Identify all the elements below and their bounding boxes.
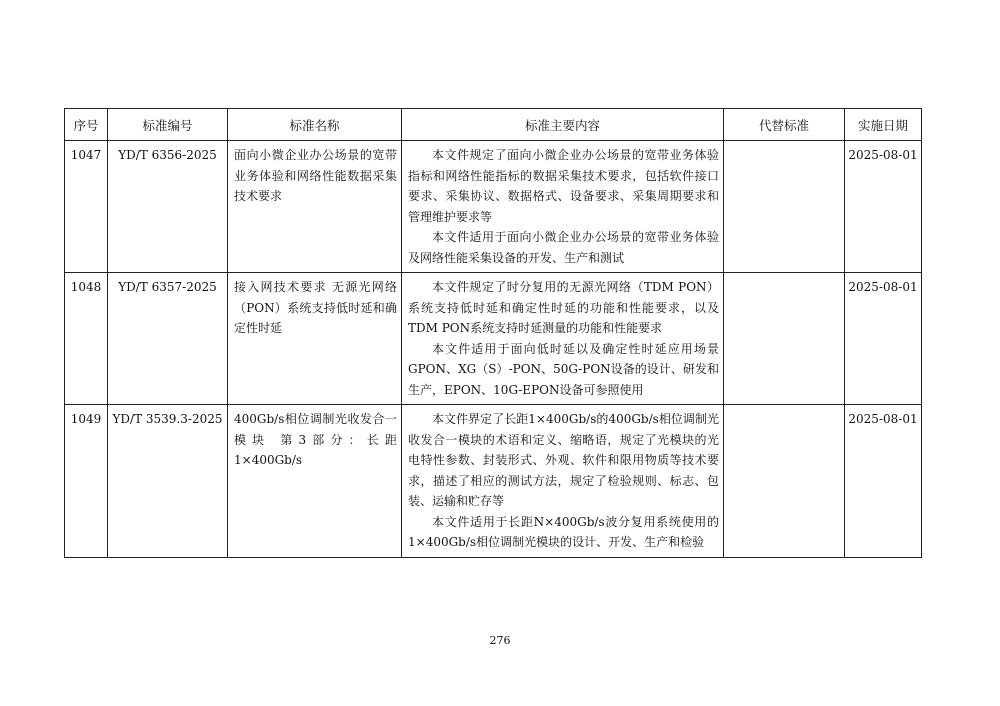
cell-main-content <box>402 273 724 405</box>
cell-replaces <box>724 273 845 405</box>
cell-main-content <box>402 405 724 558</box>
table-row <box>65 405 922 558</box>
cell-standard-name: 面向小微企业办公场景的宽带业务体验和网络性能数据采集技术要求 <box>228 141 402 273</box>
table-header-row <box>65 109 922 141</box>
header-seq: 序号 <box>65 109 108 141</box>
cell-seq: 1049 <box>65 405 108 558</box>
cell-main-content <box>402 141 724 273</box>
content-paragraph: 本文件适用于面向小微企业办公场景的宽带业务体验及网络性能采集设备的开发、生产和测试 <box>408 230 719 265</box>
cell-replaces <box>724 405 845 558</box>
cell-replaces <box>724 141 845 273</box>
table-row <box>65 273 922 405</box>
content-paragraph: 本文件规定了时分复用的无源光网络（TDM PON）系统支持低时延和确定性时延的功能和性能要求，以及TDM PON系统支持时延测量的功能和性能要求 <box>408 280 719 335</box>
cell-standard-name: 接入网技术要求 无源光网络（PON）系统支持低时延和确定性时延 <box>228 273 402 405</box>
cell-effective-date: 2025-08-01 <box>845 273 922 405</box>
cell-effective-date: 2025-08-01 <box>845 141 922 273</box>
cell-standard-code: YD/T 3539.3-2025 <box>108 405 228 558</box>
content-paragraph: 本文件规定了面向小微企业办公场景的宽带业务体验指标和网络性能指标的数据采集技术要求，包括软件接口要求、采集协议、数据格式、设备要求、采集周期要求和管理维护要求等 <box>408 148 719 224</box>
cell-standard-code: YD/T 6356-2025 <box>108 141 228 273</box>
cell-standard-code: YD/T 6357-2025 <box>108 273 228 405</box>
cell-standard-name: 400Gb/s相位调制光收发合一模块 第3部分：长距1×400Gb/s <box>228 405 402 558</box>
cell-effective-date: 2025-08-01 <box>845 405 922 558</box>
content-paragraph: 本文件适用于面向低时延以及确定性时延应用场景GPON、XG（S）-PON、50G-PON设备的设计、研发和生产，EPON、10G-EPON设备可参照使用 <box>408 341 719 397</box>
content-paragraph: 本文件界定了长距1×400Gb/s的400Gb/s相位调制光收发合一模块的术语和定义、缩略语，规定了光模块的光电特性参数、封装形式、外观、软件和限用物质等技术要求，描述了相应的测试方法，规定了检验规则、标志、包装、运输和贮存等 <box>408 412 719 508</box>
content-paragraph: 本文件适用于长距N×400Gb/s波分复用系统使用的1×400Gb/s相位调制光模块的设计、开发、生产和检验 <box>408 514 719 549</box>
header-main-content: 标准主要内容 <box>402 109 724 141</box>
header-replaces: 代替标准 <box>724 109 845 141</box>
table-row <box>65 141 922 273</box>
cell-seq: 1048 <box>65 273 108 405</box>
standards-table <box>64 108 922 558</box>
header-standard-code: 标准编号 <box>108 109 228 141</box>
header-standard-name: 标准名称 <box>228 109 402 141</box>
page-number: 276 <box>489 634 511 647</box>
cell-seq: 1047 <box>65 141 108 273</box>
header-effective-date: 实施日期 <box>845 109 922 141</box>
